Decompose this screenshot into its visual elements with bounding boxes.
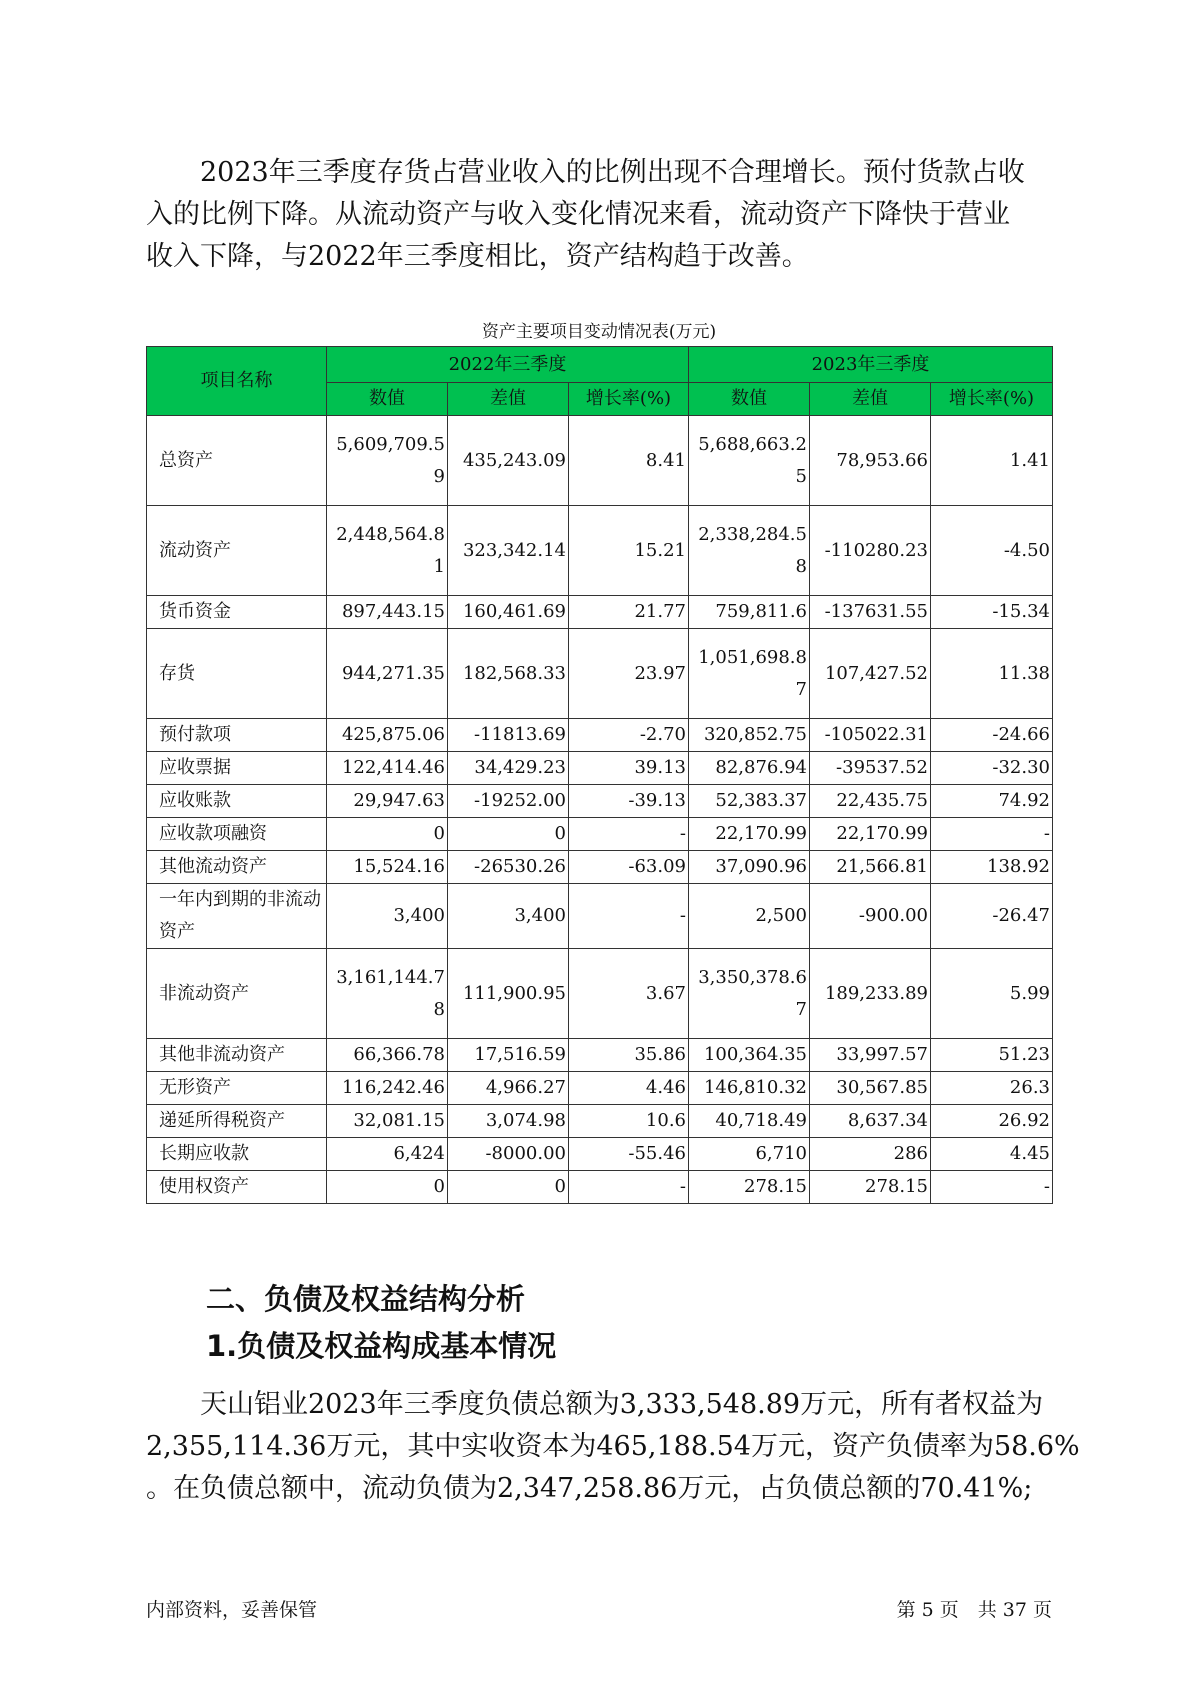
cell-rate-2023: -15.34	[931, 596, 1053, 629]
row-item-name: 长期应收款	[147, 1138, 327, 1171]
cell-rate-2023: 5.99	[931, 949, 1053, 1039]
cell-rate-2022: 39.13	[569, 752, 689, 785]
cell-diff-2023: 21,566.81	[810, 851, 931, 884]
table-row	[147, 1105, 1053, 1138]
cell-rate-2023: -24.66	[931, 719, 1053, 752]
intro-line: 入的比例下降。从流动资产与收入变化情况来看，流动资产下降快于营业	[146, 199, 1010, 230]
cell-diff-2023: 8,637.34	[810, 1105, 931, 1138]
cell-value-2023: 759,811.6	[689, 596, 810, 629]
table-caption: 资产主要项目变动情况表(万元)	[481, 322, 717, 342]
cell-value-2023: 278.15	[689, 1171, 810, 1204]
cell-value-2022: 116,242.46	[327, 1072, 448, 1105]
cell-value-2022: 32,081.15	[327, 1105, 448, 1138]
header-rate-2022: 增长率(%)	[569, 383, 689, 416]
cell-diff-2022: 160,461.69	[448, 596, 569, 629]
cell-rate-2023: 74.92	[931, 785, 1053, 818]
cell-rate-2023: 11.38	[931, 629, 1053, 719]
header-value-2023: 数值	[689, 383, 810, 416]
table-row	[147, 629, 1053, 719]
cell-diff-2023: -110280.23	[810, 506, 931, 596]
header-rate-2023: 增长率(%)	[931, 383, 1053, 416]
table-row	[147, 1072, 1053, 1105]
table-row	[147, 719, 1053, 752]
row-item-name: 应收票据	[147, 752, 327, 785]
header-item-name: 项目名称	[147, 347, 327, 416]
cell-value-2022: 3,161,144.78	[327, 949, 448, 1039]
cell-rate-2023: -4.50	[931, 506, 1053, 596]
cell-diff-2022: 3,074.98	[448, 1105, 569, 1138]
cell-value-2023: 100,364.35	[689, 1039, 810, 1072]
cell-rate-2022: 8.41	[569, 416, 689, 506]
cell-rate-2022: -63.09	[569, 851, 689, 884]
cell-diff-2022: 0	[448, 818, 569, 851]
cell-diff-2023: 33,997.57	[810, 1039, 931, 1072]
header-period-2022: 2022年三季度	[327, 347, 689, 383]
intro-paragraph	[146, 152, 1052, 278]
cell-diff-2023: -900.00	[810, 884, 931, 949]
cell-value-2023: 320,852.75	[689, 719, 810, 752]
table-body	[147, 416, 1053, 1204]
cell-diff-2022: -8000.00	[448, 1138, 569, 1171]
cell-rate-2023: 138.92	[931, 851, 1053, 884]
cell-rate-2023: -	[931, 818, 1053, 851]
cell-diff-2022: 111,900.95	[448, 949, 569, 1039]
cell-diff-2022: 323,342.14	[448, 506, 569, 596]
cell-rate-2022: -	[569, 1171, 689, 1204]
cell-value-2023: 3,350,378.67	[689, 949, 810, 1039]
row-item-name: 存货	[147, 629, 327, 719]
row-item-name: 总资产	[147, 416, 327, 506]
cell-diff-2022: 435,243.09	[448, 416, 569, 506]
cell-rate-2023: 51.23	[931, 1039, 1053, 1072]
cell-value-2023: 2,338,284.58	[689, 506, 810, 596]
row-item-name: 递延所得税资产	[147, 1105, 327, 1138]
table-row	[147, 596, 1053, 629]
header-diff-2023: 差值	[810, 383, 931, 416]
cell-value-2023: 37,090.96	[689, 851, 810, 884]
cell-diff-2023: 278.15	[810, 1171, 931, 1204]
cell-value-2023: 5,688,663.25	[689, 416, 810, 506]
body-line: 天山铝业2023年三季度负债总额为3,333,548.89万元，所有者权益为	[200, 1389, 1044, 1420]
row-item-name: 非流动资产	[147, 949, 327, 1039]
table-row	[147, 416, 1053, 506]
cell-diff-2023: 107,427.52	[810, 629, 931, 719]
cell-diff-2022: 17,516.59	[448, 1039, 569, 1072]
cell-value-2023: 22,170.99	[689, 818, 810, 851]
row-item-name: 无形资产	[147, 1072, 327, 1105]
cell-diff-2023: 30,567.85	[810, 1072, 931, 1105]
cell-rate-2023: 26.92	[931, 1105, 1053, 1138]
cell-value-2023: 146,810.32	[689, 1072, 810, 1105]
section-title: 二、负债及权益结构分析	[206, 1282, 526, 1316]
row-item-name: 使用权资产	[147, 1171, 327, 1204]
cell-value-2023: 52,383.37	[689, 785, 810, 818]
cell-value-2022: 5,609,709.59	[327, 416, 448, 506]
cell-diff-2022: 182,568.33	[448, 629, 569, 719]
footer-page-number: 第 5 页 共 37 页	[896, 1599, 1052, 1621]
cell-diff-2023: 189,233.89	[810, 949, 931, 1039]
body-paragraph	[146, 1384, 1080, 1510]
asset-change-table	[146, 346, 1053, 1204]
cell-value-2022: 66,366.78	[327, 1039, 448, 1072]
cell-value-2022: 3,400	[327, 884, 448, 949]
intro-line: 收入下降，与2022年三季度相比，资产结构趋于改善。	[146, 241, 809, 272]
cell-diff-2023: -137631.55	[810, 596, 931, 629]
cell-diff-2022: 34,429.23	[448, 752, 569, 785]
header-diff-2022: 差值	[448, 383, 569, 416]
cell-diff-2023: -39537.52	[810, 752, 931, 785]
cell-diff-2023: 286	[810, 1138, 931, 1171]
cell-value-2023: 2,500	[689, 884, 810, 949]
cell-value-2023: 82,876.94	[689, 752, 810, 785]
cell-value-2022: 122,414.46	[327, 752, 448, 785]
cell-rate-2023: 26.3	[931, 1072, 1053, 1105]
cell-value-2022: 944,271.35	[327, 629, 448, 719]
cell-diff-2022: 0	[448, 1171, 569, 1204]
cell-diff-2022: 3,400	[448, 884, 569, 949]
table-row	[147, 752, 1053, 785]
intro-line: 2023年三季度存货占营业收入的比例出现不合理增长。预付货款占收	[200, 157, 1025, 188]
cell-value-2023: 6,710	[689, 1138, 810, 1171]
cell-value-2022: 29,947.63	[327, 785, 448, 818]
cell-diff-2023: -105022.31	[810, 719, 931, 752]
cell-rate-2022: 21.77	[569, 596, 689, 629]
cell-value-2022: 6,424	[327, 1138, 448, 1171]
cell-rate-2023: -	[931, 1171, 1053, 1204]
table-row	[147, 818, 1053, 851]
cell-rate-2022: -	[569, 884, 689, 949]
table-row	[147, 506, 1053, 596]
table-row	[147, 785, 1053, 818]
row-item-name: 一年内到期的非流动资产	[147, 884, 327, 949]
cell-rate-2023: -32.30	[931, 752, 1053, 785]
cell-diff-2023: 22,435.75	[810, 785, 931, 818]
footer-confidential-note: 内部资料，妥善保管	[146, 1599, 318, 1621]
cell-rate-2022: 10.6	[569, 1105, 689, 1138]
table-row	[147, 1171, 1053, 1204]
cell-value-2023: 40,718.49	[689, 1105, 810, 1138]
cell-value-2022: 425,875.06	[327, 719, 448, 752]
table-row	[147, 1138, 1053, 1171]
table-header	[147, 347, 1053, 416]
table-row	[147, 949, 1053, 1039]
cell-diff-2022: 4,966.27	[448, 1072, 569, 1105]
row-item-name: 其他非流动资产	[147, 1039, 327, 1072]
row-item-name: 其他流动资产	[147, 851, 327, 884]
cell-diff-2023: 22,170.99	[810, 818, 931, 851]
row-item-name: 预付款项	[147, 719, 327, 752]
cell-value-2023: 1,051,698.87	[689, 629, 810, 719]
cell-diff-2022: -26530.26	[448, 851, 569, 884]
row-item-name: 流动资产	[147, 506, 327, 596]
cell-rate-2022: 4.46	[569, 1072, 689, 1105]
cell-rate-2022: -	[569, 818, 689, 851]
cell-value-2022: 897,443.15	[327, 596, 448, 629]
cell-rate-2023: -26.47	[931, 884, 1053, 949]
table-row	[147, 884, 1053, 949]
table-row	[147, 851, 1053, 884]
body-line: 2,355,114.36万元，其中实收资本为465,188.54万元，资产负债率为58.6%	[146, 1431, 1080, 1462]
cell-rate-2022: 23.97	[569, 629, 689, 719]
cell-rate-2022: -2.70	[569, 719, 689, 752]
cell-diff-2022: -19252.00	[448, 785, 569, 818]
cell-rate-2022: -55.46	[569, 1138, 689, 1171]
cell-diff-2023: 78,953.66	[810, 416, 931, 506]
cell-rate-2022: -39.13	[569, 785, 689, 818]
cell-rate-2022: 3.67	[569, 949, 689, 1039]
header-value-2022: 数值	[327, 383, 448, 416]
cell-diff-2022: -11813.69	[448, 719, 569, 752]
cell-rate-2023: 4.45	[931, 1138, 1053, 1171]
cell-value-2022: 2,448,564.81	[327, 506, 448, 596]
cell-rate-2022: 35.86	[569, 1039, 689, 1072]
section-subtitle: 1.负债及权益构成基本情况	[206, 1329, 557, 1363]
cell-value-2022: 0	[327, 818, 448, 851]
row-item-name: 应收账款	[147, 785, 327, 818]
table-row	[147, 1039, 1053, 1072]
cell-value-2022: 0	[327, 1171, 448, 1204]
cell-value-2022: 15,524.16	[327, 851, 448, 884]
row-item-name: 货币资金	[147, 596, 327, 629]
row-item-name: 应收款项融资	[147, 818, 327, 851]
body-line: 。在负债总额中，流动负债为2,347,258.86万元，占负债总额的70.41%;	[146, 1473, 1033, 1504]
header-period-2023: 2023年三季度	[689, 347, 1053, 383]
cell-rate-2023: 1.41	[931, 416, 1053, 506]
cell-rate-2022: 15.21	[569, 506, 689, 596]
